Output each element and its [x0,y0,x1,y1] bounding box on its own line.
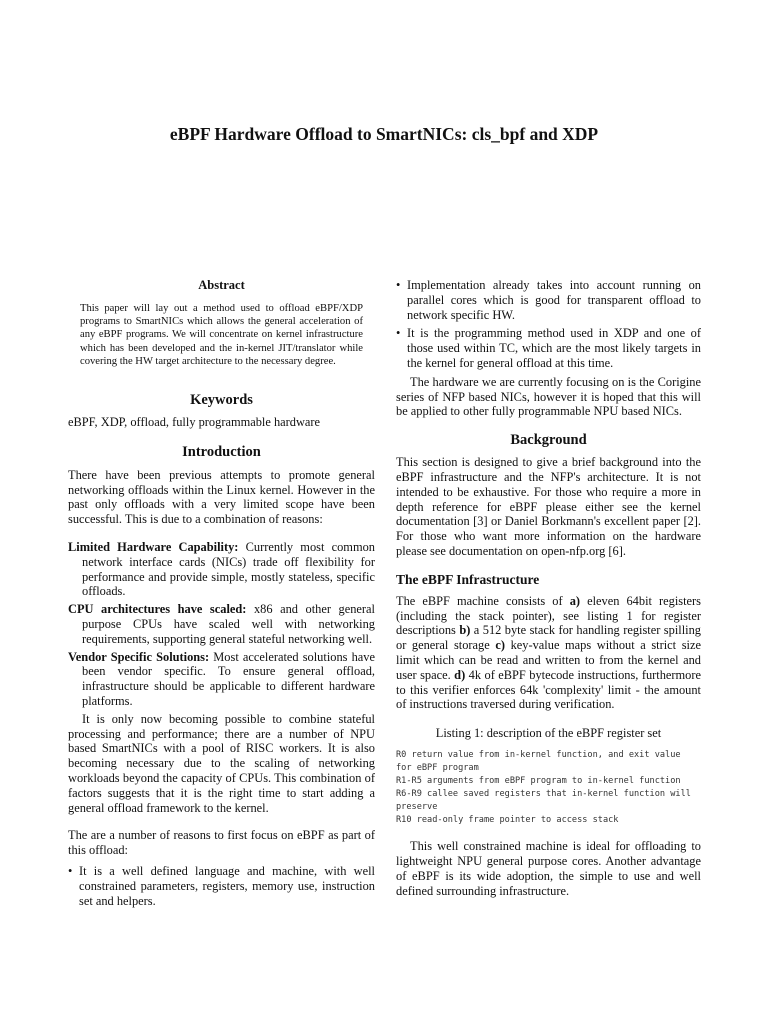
ebpf-infrastructure-heading: The eBPF Infrastructure [396,571,540,587]
listing-caption: Listing 1: description of the eBPF register set [435,726,662,741]
register-listing [396,749,701,827]
list-item: • It is a well defined language and machine, with well constrained parameters, registers, memory use, instruction set and helpers. [68,863,375,908]
listing-line: R10 read-only frame pointer to access stack [396,815,619,826]
right-column [396,278,701,898]
listing-line: R0 return value from in-kernel function, and exit value for eBPF program [396,750,686,774]
intro-paragraph-4: The hardware we are currently focusing on is the Corigine series of NFP based NICs, however it is hoped that this will be applied to other fully programmable NPU based NICs. [396,374,701,419]
reason-item: Limited Hardware Capability: Currently most common network interface cards (NICs) trade off flexibility for performance and provide simple, mostly stateless, specific offloads. [68,540,375,599]
left-column [68,278,375,908]
offload-reasons-bullets [68,864,375,908]
keywords-heading: Keywords [190,392,253,409]
background-heading: Background [510,432,587,449]
ebpf-infrastructure-paragraph: The eBPF machine consists of a) eleven 64bit registers (including the stack pointer), see listing 1 for register descriptions b) a 512 byte stack for handling register spilling or general storage c) key-value maps without a strict size limit which can be read and written to from the kernel and user space. d) 4k of eBPF bytecode instructions, furthermore to this verifier enforces 64k 'complexity' limit - the amount of instructions traversed during verification. [396,593,702,712]
reasons-list [68,540,375,709]
offload-reasons-bullets-cont [396,278,701,371]
abstract-text: This paper will lay out a method used to offload eBPF/XDP programs to SmartNICs which allows the general acceleration of any eBPF programs. We will concentrate on kernel infrastructure which has been developed and the in-kernel JIT/translator while covering the HW target architecture to the necessary degree. [80,303,363,367]
listing-line: R1-R5 arguments from eBPF program to in-kernel function [396,776,681,787]
abstract-heading: Abstract [198,278,245,292]
intro-paragraph-2: It is only now becoming possible to combine stateful processing and performance; there are a number of NPU based SmartNICs with a pool of RISC workers. It is also becoming necessary due to the scaling of networking workloads beyond the capacity of CPUs. This combination of factors suggests that it is the right time to start adding a general offload framework to the kernel. [68,711,375,815]
bullet-icon: • [396,326,401,341]
bullet-icon: • [68,863,73,878]
intro-paragraph-1: There have been previous attempts to promote general networking offloads within the Linux kernel. However in the past only offloads with a very limited scope have been successful. This is due to a combination of reasons: [68,467,375,527]
intro-paragraph-3: The are a number of reasons to first focus on eBPF as part of this offload: [68,828,375,858]
keywords-text: eBPF, XDP, offload, fully programmable hardware [68,415,321,430]
reason-item: Vendor Specific Solutions: Most accelerated solutions have been vendor specific. To ensure general offload, infrastructure should be applicable to different hardware platforms. [68,649,375,708]
list-item: • Implementation already takes into account running on parallel cores which is good for transparent offload to network specific HW. [396,278,701,322]
background-paragraph: This section is designed to give a brief background into the eBPF infrastructure and the NFP's architecture. It is not intended to be exhaustive. For those who require a more in depth reference for eBPF please either see the kernel documentation [3] or Daniel Borkmann's excellent paper [2]. For those who want more information on the hardware please see documentation on open-nfp.org [6]. [396,455,701,558]
introduction-heading: Introduction [182,443,261,460]
ebpf-infrastructure-paragraph-2: This well constrained machine is ideal for offloading to lightweight NPU general purpose cores. Another advantage of eBPF is its wide adoption, the simple to use and well defined surrounding infrastructure. [396,839,701,898]
paper-title: eBPF Hardware Offload to SmartNICs: cls_bpf and XDP [169,124,599,144]
listing-line: R6-R9 callee saved registers that in-kernel function will preserve [396,789,697,813]
bullet-icon: • [396,278,401,292]
reason-item: CPU architectures have scaled: x86 and other general purpose CPUs have scaled well with networking requirements, supporting general stateful networking well. [68,602,375,646]
list-item: • It is the programming method used in XDP and one of those used within TC, which are the most likely targets in the kernel for general offload at this time. [396,326,701,370]
